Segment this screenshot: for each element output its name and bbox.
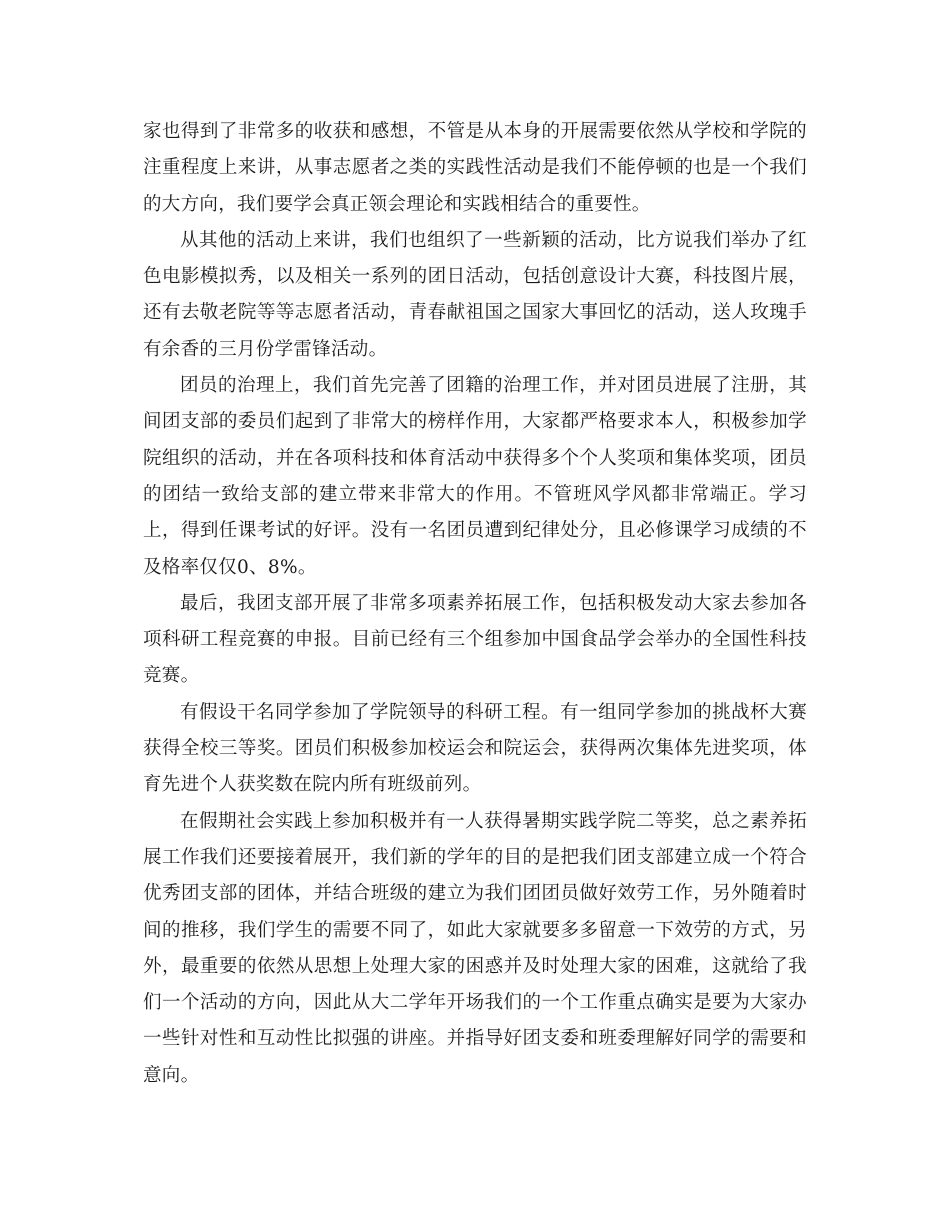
paragraph-research-projects: 有假设干名同学参加了学院领导的科研工程。有一组同学参加的挑战杯大赛获得全校三等奖。团员们积极参加校运会和院运会，获得两次集体先进奖项，体育先进个人获奖数在院内所有班级前列。 <box>143 701 807 796</box>
paragraph-member-management: 团员的治理上，我们首先完善了团籍的治理工作，并对团员进展了注册，其间团支部的委员们起到了非常大的榜样作用，大家都严格要求本人，积极参加学院组织的活动，并在各项科技和体育活动中获得多个个人奖项和集体奖项，团员的团结一致给支部的建立带来非常大的作用。不管班风学风都非常端正。学习上，得到任课考试的好评。没有一名团员遭到纪律处分，且必修课学习成绩的不及格率仅仅0、8%。 <box>143 375 807 578</box>
paragraph-social-practice: 在假期社会实践上参加积极并有一人获得暑期实践学院二等奖，总之素养拓展工作我们还要接着展开，我们新的学年的目的是把我们团支部建立成一个符合优秀团支部的团体，并结合班级的建立为我们团团员做好效劳工作，另外随着时间的推移，我们学生的需要不同了，如此大家就要多多留意一下效劳的方式，另外，最重要的依然从思想上处理大家的困惑并及时处理大家的困难，这就给了我们一个活动的方向，因此从大二学年开场我们的一个工作重点确实是要为大家办一些针对性和互动性比拟强的讲座。并指导好团支委和班委理解好同学的需要和意向。 <box>143 810 807 1086</box>
document-body <box>143 114 807 1094</box>
paragraph-continuation: 家也得到了非常多的收获和感想，不管是从本身的开展需要依然从学校和学院的注重程度上来讲，从事志愿者之类的实践性活动是我们不能停顿的也是一个我们的大方向，我们要学会真正领会理论和实践相结合的重要性。 <box>143 121 807 215</box>
paragraph-other-activities: 从其他的活动上来讲，我们也组织了一些新颖的活动，比方说我们举办了红色电影模拟秀，以及相关一系列的团日活动，包括创意设计大赛，科技图片展，还有去敬老院等等志愿者活动，青春献祖国之国家大事回忆的活动，送人玫瑰手有余香的三月份学雷锋活动。 <box>143 229 807 360</box>
paragraph-quality-development: 最后，我团支部开展了非常多项素养拓展工作，包括积极发动大家去参加各项科研工程竞赛的申报。目前已经有三个组参加中国食品学会举办的全国性科技竞赛。 <box>143 592 807 687</box>
